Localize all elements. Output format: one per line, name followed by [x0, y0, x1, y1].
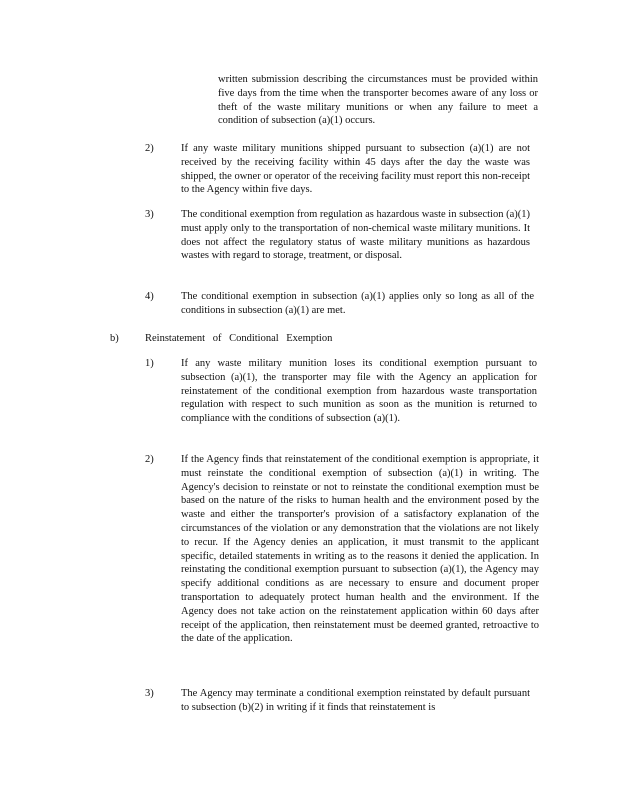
continuation-paragraph: written submission describing the circumstances must be provided within five days from the time when the transporter becomes aware of any loss or theft of the waste military munitions or when any failure to meet a condition of subsection (a)(1) occurs.	[218, 74, 538, 127]
item-paragraph: The conditional exemption in subsection (a)(1) applies only so long as all of the conditions in subsection (a)(1) are met.	[181, 291, 534, 316]
item-paragraph: If any waste military munitions shipped pursuant to subsection (a)(1) are not received by the receiving facility within 45 days after the day the waste was shipped, the owner or operator of the receiving facility must report this non-receipt to the Agency within five days.	[181, 143, 530, 196]
item-number: 2)	[145, 143, 154, 154]
section-label: b)	[110, 333, 119, 344]
item-paragraph: The conditional exemption from regulation as hazardous waste in subsection (a)(1) must apply only to the transportation of non-chemical waste military munitions. It does not affect the regulatory status of waste military munitions as hazardous wastes with regard to storage, treatment, or disposal.	[181, 209, 530, 262]
item-number: 1)	[145, 358, 154, 369]
item-paragraph: If the Agency finds that reinstatement of the conditional exemption is appropriate, it must reinstate the conditional exemption of subsection (a)(1) in writing. The Agency's decision to reinstate or not to reinstate the conditional exemption must be based on the nature of the risks to human health and the environment posed by the waste and either the transporter's provision of a satisfactory explanation of the circumstances of the violation or any demonstration that the violations are not likely to recur. If the Agency denies an application, it must transmit to the applicant specific, detailed statements in writing as to the reasons it denied the application. In reinstating the conditional exemption pursuant to subsection (a)(1), the Agency may specify additional conditions as are necessary to ensure and document proper transportation to adequately protect human health and the environment. If the Agency does not take action on the reinstatement application within 60 days after receipt of the application, then reinstatement must be deemed granted, retroactive to the date of the application.	[181, 454, 539, 645]
item-number: 4)	[145, 291, 154, 302]
item-number: 2)	[145, 454, 154, 465]
item-number: 3)	[145, 209, 154, 220]
section-heading: Reinstatement of Conditional Exemption	[145, 333, 333, 344]
item-paragraph: If any waste military munition loses its conditional exemption pursuant to subsection (a)(1), the transporter may file with the Agency an application for reinstatement of the conditional exemption from hazardous waste transportation regulation with respect to such munition as soon as the munition is returned to compliance with the conditions of subsection (a)(1).	[181, 358, 537, 425]
item-number: 3)	[145, 688, 154, 699]
item-paragraph: The Agency may terminate a conditional exemption reinstated by default pursuant to subsection (b)(2) in writing if it finds that reinstatement is	[181, 688, 530, 713]
